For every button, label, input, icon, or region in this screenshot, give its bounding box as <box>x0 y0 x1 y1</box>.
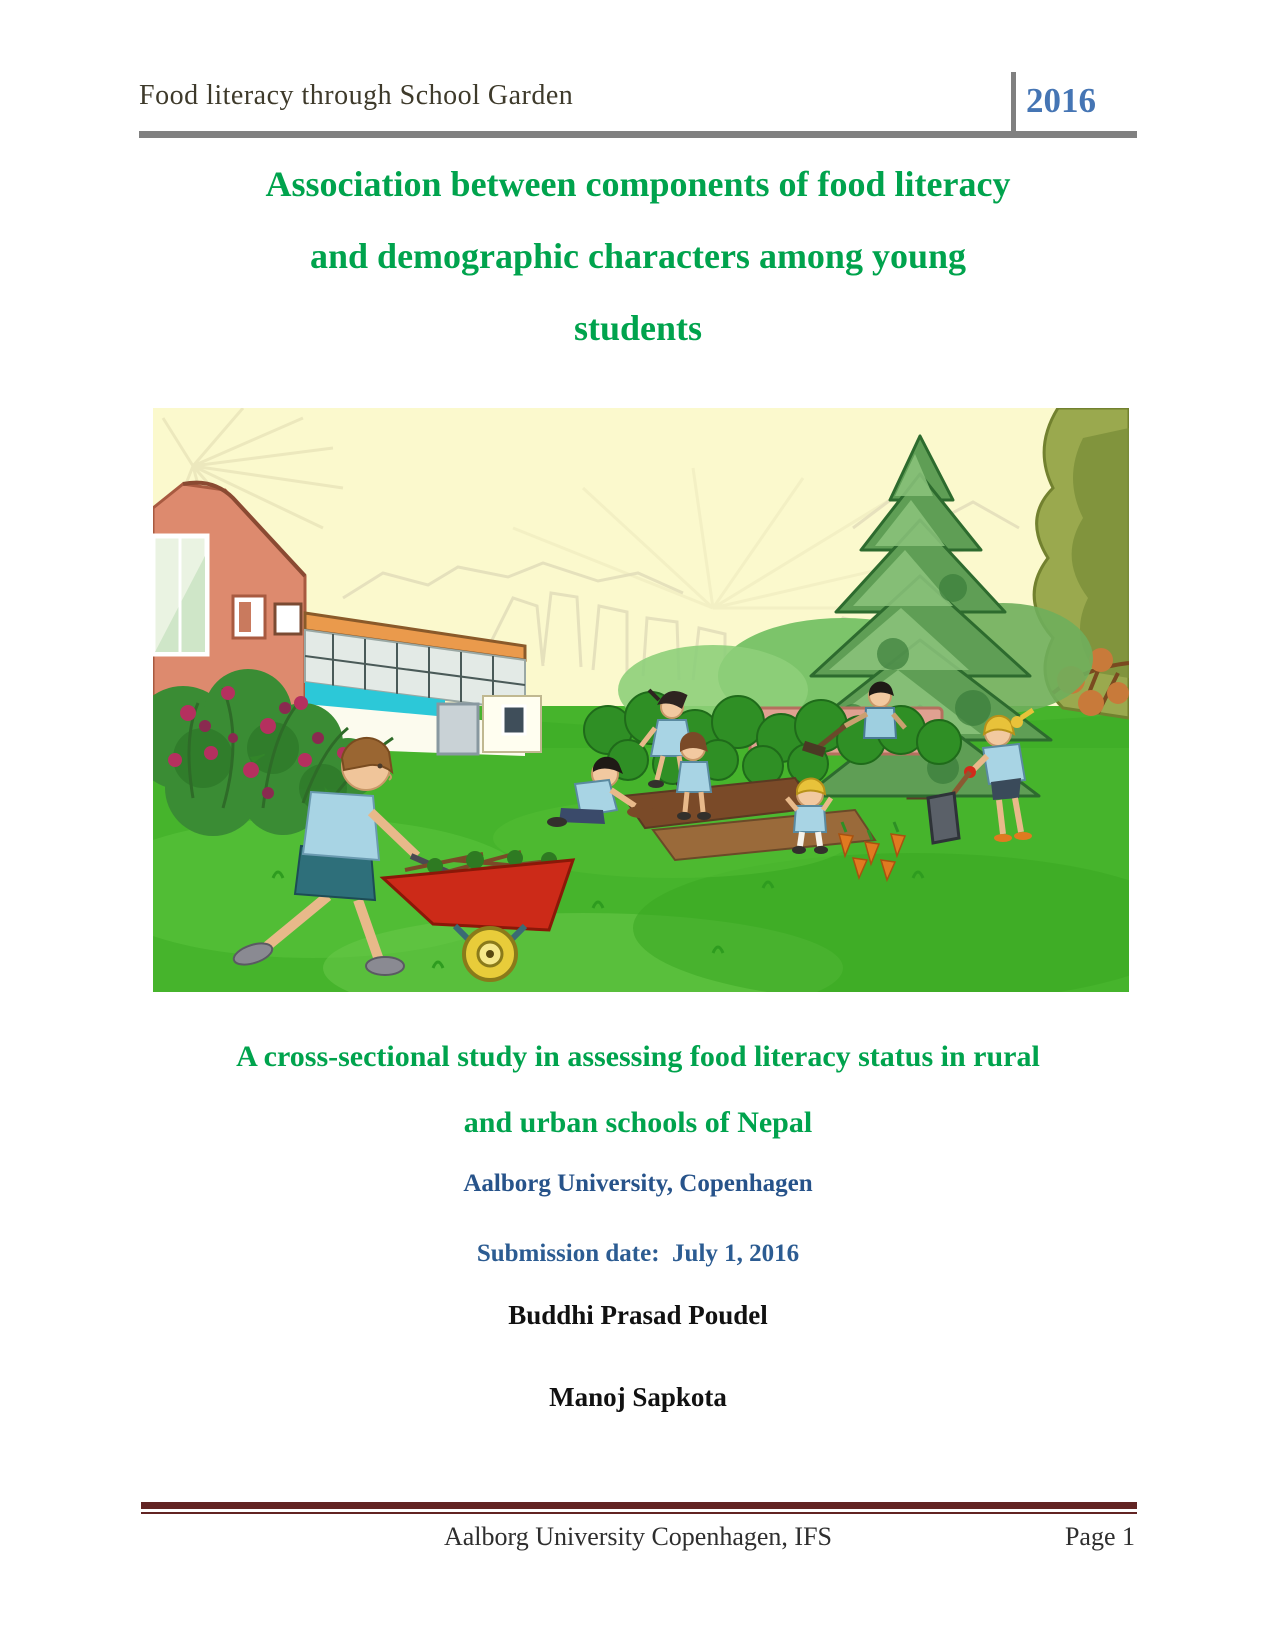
footer <box>139 1522 1137 1556</box>
page-title-line1: Association between components of food literacy <box>265 164 1011 204</box>
page-title <box>139 148 1137 364</box>
study-subtitle <box>139 1024 1137 1156</box>
author-name-2: Manoj Sapkota <box>549 1382 727 1412</box>
institution: Aalborg University, Copenhagen <box>463 1170 813 1197</box>
footer-institution: Aalborg University Copenhagen, IFS <box>443 1522 833 1551</box>
author-name-1: Buddhi Prasad Poudel <box>508 1300 768 1330</box>
cover-illustration <box>153 408 1129 992</box>
footer-rule-thin <box>141 1512 1137 1514</box>
page-title-line2: and demographic characters among young <box>310 236 966 276</box>
header-running-title: Food literacy through School Garden <box>139 80 574 111</box>
study-subtitle-line2: and urban schools of Nepal <box>463 1106 813 1139</box>
header-divider-line <box>1011 72 1016 134</box>
submission-date: Submission date: July 1, 2016 <box>476 1240 800 1267</box>
page-title-line3: students <box>573 308 703 348</box>
study-subtitle-line1: A cross-sectional study in assessing food literacy status in rural <box>236 1040 1040 1073</box>
entrance-door <box>438 704 478 754</box>
header-rule <box>139 131 1137 138</box>
footer-rule-thick <box>141 1502 1137 1509</box>
spade <box>928 793 959 843</box>
header-year: 2016 <box>1026 81 1096 120</box>
footer-page-number: Page 1 <box>1064 1522 1135 1551</box>
